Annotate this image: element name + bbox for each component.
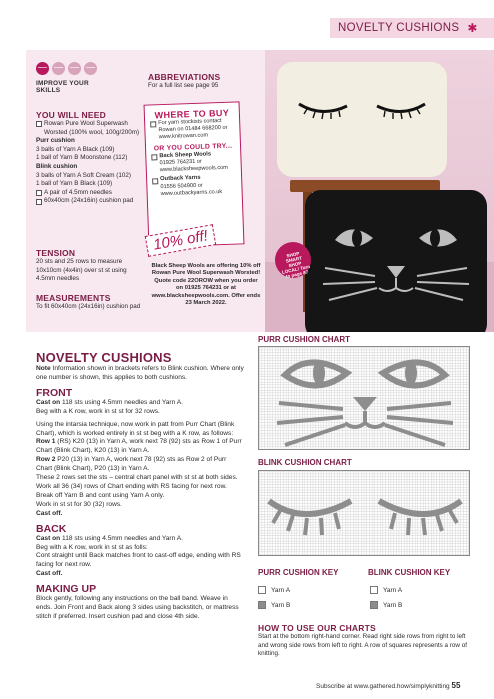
pattern-note: Note Information shown in brackets refers to Blink cushion. Where only one number is shown, this applies to both cushions. <box>36 365 244 381</box>
rowan-contact: For yarn stockists contact Rowan on 01484 668200 or www.knitrowan.com <box>145 117 240 142</box>
materials-item: 1 ball of Yarn B Black (109) <box>36 180 113 188</box>
materials-subhead: Purr cushion <box>36 137 75 145</box>
page-number: 55 <box>451 681 461 690</box>
front-title: FRONT <box>36 386 73 399</box>
purr-chart-title: PURR CUSHION CHART <box>258 335 350 344</box>
purr-key-yarn-a: Yarn A <box>258 586 290 594</box>
blink-key-yarn-a: Yarn A <box>370 586 402 594</box>
shop-item: Back Sheep Wools <box>146 150 240 161</box>
abbreviations-text: For a full list see page 95 <box>148 82 219 89</box>
materials-title: YOU WILL NEED <box>36 110 106 120</box>
swatch-yarn-a <box>370 586 378 594</box>
materials-item: 3 balls of Yarn A Soft Cream (102) <box>36 171 131 179</box>
blink-chart-title: BLINK CUSHION CHART <box>258 458 352 467</box>
abbreviations-title: ABBREVIATIONS <box>148 72 221 82</box>
section-header <box>330 18 494 38</box>
abbreviations-block <box>148 72 258 91</box>
pattern-instructions <box>36 350 244 622</box>
materials-item: A pair of 4.5mm needles <box>36 189 141 198</box>
yarn-ball-icon <box>84 62 97 75</box>
blink-key-yarn-b: Yarn B <box>370 601 402 609</box>
how-to-use-charts <box>258 623 473 659</box>
checkbox-icon <box>36 190 42 196</box>
purr-chart <box>258 346 470 450</box>
shop-local-text: SHOP SMART SHOP LOCAL! Turn to page 87 <box>281 250 311 280</box>
materials-subhead: Blink cushion <box>36 162 78 170</box>
tension-text: 20 sts and 25 rows to measure 10x10cm (4x4in) over st st using 4.5mm needles <box>36 258 127 283</box>
back-cast-on: Cast on 118 sts using 4.5mm needles and Yarn A. <box>36 534 183 542</box>
checkbox-icon <box>151 154 157 160</box>
blink-cushion <box>277 62 447 177</box>
page-footer <box>316 681 460 690</box>
front-row-1: Row 1 (RS) K20 (13) in Yarn A, work next 78 (92) sts as Row 1 of Purr Chart (Blink Chart), K20 (13) in Yarn A. <box>36 438 242 455</box>
front-step: Using the intarsia technique, now work in patt from Purr Chart (Blink Chart), which is worked entirely in st st beg with a K row, as follows: <box>36 420 235 437</box>
shop-detail: 01556 504900 or www.outbackyarns.co.uk <box>160 182 223 197</box>
tension-block <box>36 248 141 284</box>
materials-item: 3 balls of Yarn A Black (109) <box>36 145 115 153</box>
front-row-2: Row 2 P20 (13) in Yarn A, work next 78 (92) sts as Row 2 of Purr Chart (Blink Chart), P20 (13) in Yarn A. <box>36 456 227 473</box>
front-step: Work in st st for 30 (32) rows. <box>36 500 122 508</box>
checkbox-icon <box>152 178 158 184</box>
back-step: Cont straight until Back matches front to cast-off edge, ending with RS facing for next row. <box>36 552 241 569</box>
checkbox-icon <box>36 121 42 127</box>
back-step: Beg with a K row, work in st st as folls: <box>36 543 148 551</box>
cushion-photo <box>265 50 494 332</box>
purr-cushion <box>305 190 487 332</box>
shop-item: Outback Yarns <box>147 174 241 185</box>
swatch-yarn-b <box>370 601 378 609</box>
discount-stamp: 10% off! <box>145 224 217 257</box>
front-cast-on: Cast on 118 sts using 4.5mm needles and Yarn A. <box>36 398 183 406</box>
skills-label: IMPROVE YOUR SKILLS <box>36 80 89 94</box>
pattern-title: NOVELTY CUSHIONS <box>36 350 172 365</box>
measurements-block <box>36 293 141 312</box>
front-cast-off: Cast off. <box>36 509 63 517</box>
shop-detail: 01925 764231 or www.blacksheepwools.com <box>159 158 228 174</box>
or-title: OR YOU COULD TRY... <box>153 142 233 152</box>
purr-key-title: PURR CUSHION KEY <box>258 568 339 577</box>
yarn-ball-icon <box>36 62 49 75</box>
howto-title: HOW TO USE OUR CHARTS <box>258 623 376 633</box>
section-title: NOVELTY CUSHIONS <box>338 22 460 34</box>
yarn-ball-icon <box>68 62 81 75</box>
materials-item: 60x40cm (24x16in) cushion pad <box>36 197 141 206</box>
checkbox-icon <box>36 199 42 205</box>
materials-item: Rowan Pure Wool Superwash Worsted (100% wool, 100g/200m) <box>36 120 141 137</box>
measurements-text: To fit 60x40cm (24x16in) cushion pad <box>36 303 141 310</box>
star-icon: ✱ <box>467 21 478 35</box>
where-to-buy-box <box>144 101 245 247</box>
back-cast-off: Cast off. <box>36 570 63 578</box>
swatch-yarn-a <box>258 586 266 594</box>
materials-list <box>36 110 141 206</box>
purr-key-yarn-b: Yarn B <box>258 601 290 609</box>
subscribe-link[interactable]: Subscribe at www.gathered.how/simplyknitting <box>316 683 450 690</box>
front-step: Beg with a K row, work in st st for 32 rows. <box>36 407 160 415</box>
skill-rating <box>36 62 106 75</box>
measurements-title: MEASUREMENTS <box>36 293 111 303</box>
checkbox-icon <box>150 122 156 128</box>
front-step: These 2 rows set the sts – central chart panel with st st at both sides. <box>36 474 238 482</box>
where-title: WHERE TO BUY <box>154 107 230 121</box>
front-step: Work all 36 (34) rows of Chart ending with RS facing for next row. Break off Yarn B and cont using Yarn A only. <box>36 482 227 499</box>
swatch-yarn-b <box>258 601 266 609</box>
skills-block <box>36 62 106 94</box>
howto-text: Start at the bottom right-hand corner. Read right side rows from right to left and wrong side rows from left to right. A row of squares represents a row of knitting. <box>258 633 467 658</box>
making-up-text: Block gently, following any instructions on the ball band. Weave in ends. Join Front and Back along 3 sides using backstitch, or mattress stitch if preferred. Insert cushion pad and close 4th side. <box>36 595 239 620</box>
blink-chart <box>258 470 470 556</box>
tension-title: TENSION <box>36 248 76 258</box>
offer-text: Black Sheep Wools are offering 10% off Rowan Pure Wool Superwash Worsted! Quote code 22OROW when you order on 01925 764231 or at www.blacksheepwools.com. Offer ends 23 March 2022. <box>151 263 261 307</box>
back-title: BACK <box>36 522 67 535</box>
making-up-title: MAKING UP <box>36 583 97 596</box>
blink-key-title: BLINK CUSHION KEY <box>368 568 451 577</box>
yarn-ball-icon <box>52 62 65 75</box>
materials-item: 1 ball of Yarn B Moonstone (112) <box>36 154 128 162</box>
